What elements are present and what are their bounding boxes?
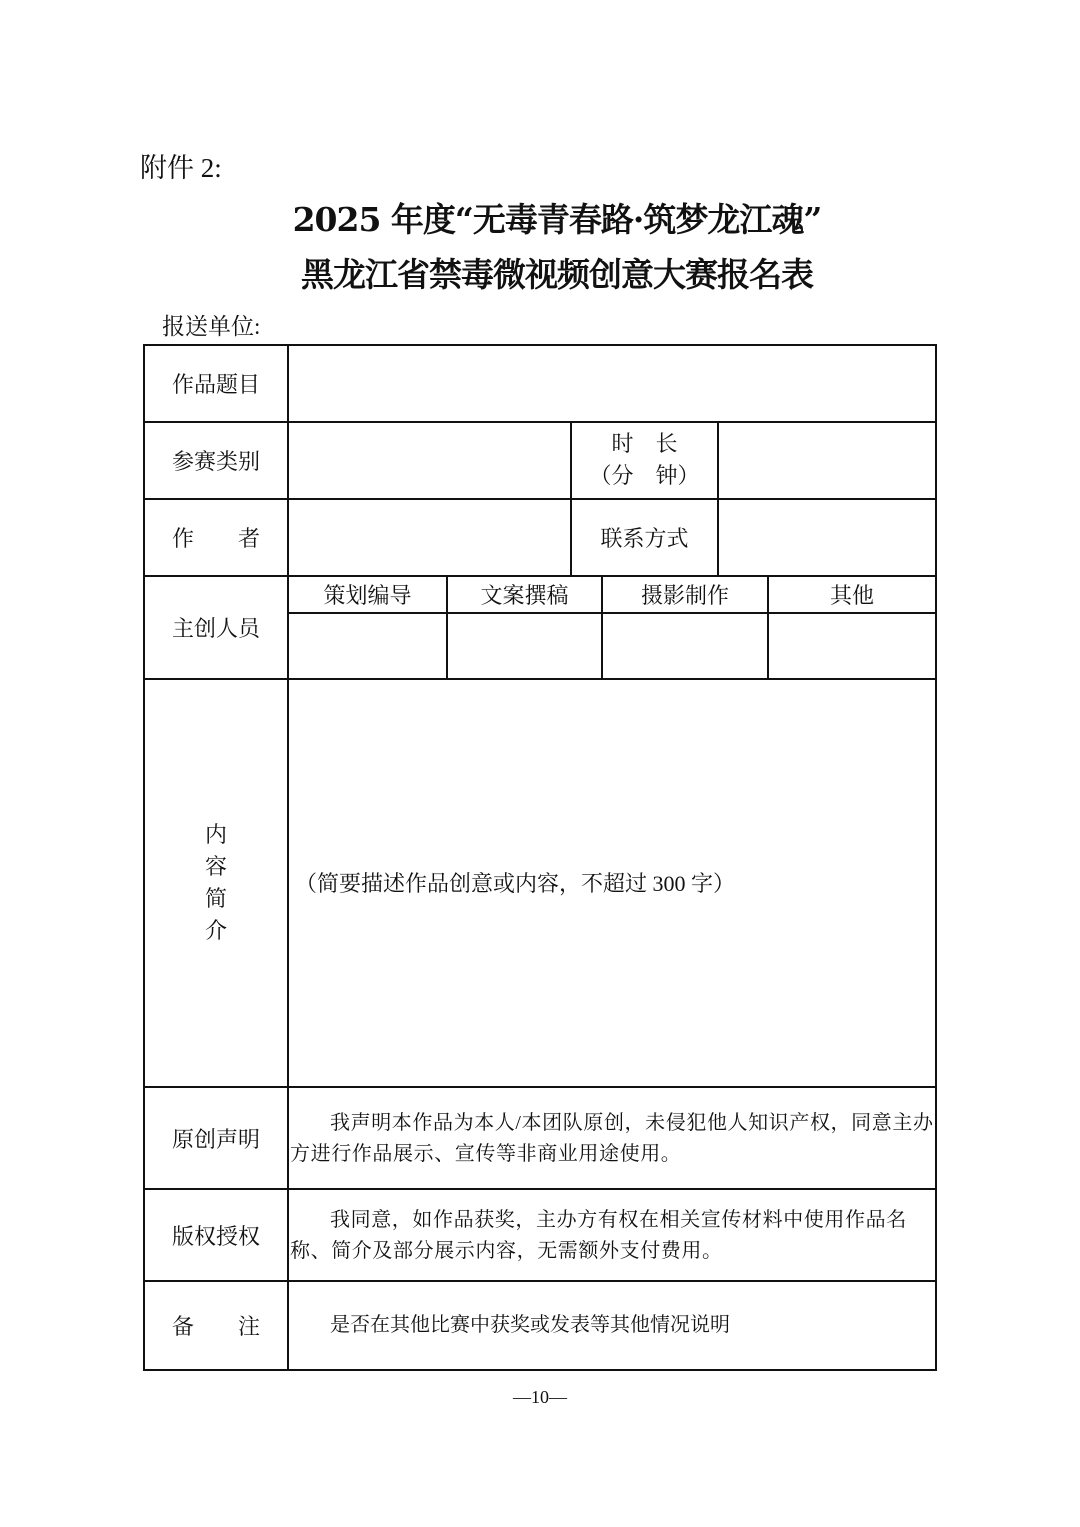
creator-filming-field[interactable] [603, 614, 767, 678]
page-title-line2: 黑龙江省禁毒微视频创意大赛报名表 [301, 255, 813, 294]
creator-other-field[interactable] [769, 614, 935, 678]
duration-label-line1: 时 长 [611, 431, 678, 457]
originality-statement: 我声明本作品为本人/本团队原创，未侵犯他人知识产权，同意主办方进行作品展示、宣传等非商业用途使用。 [290, 1112, 934, 1165]
contact-field[interactable] [719, 500, 935, 575]
creator-directing-field[interactable] [289, 614, 446, 678]
creator-role-filming: 摄影制作 [640, 584, 729, 609]
creator-role-other: 其他 [829, 584, 874, 609]
copyright-statement: 我同意，如作品获奖，主办方有权在相关宣传材料中使用作品名称、简介及部分展示内容，无需额外支付费用。 [290, 1209, 907, 1262]
remarks-label: 备 注 [171, 1315, 260, 1340]
attachment-label: 附件 2: [140, 153, 222, 183]
creator-copywriting-field[interactable] [448, 614, 601, 678]
originality-label: 原创声明 [171, 1127, 260, 1153]
copyright-label: 版权授权 [171, 1224, 260, 1250]
page-title-line1: 2025 年度“无毒青春路·筑梦龙江魂” [292, 200, 822, 239]
category-field[interactable] [289, 423, 570, 498]
work-title-label: 作品题目 [171, 373, 260, 398]
remarks-field[interactable] [289, 1282, 935, 1369]
page-number: —10— [513, 1387, 567, 1407]
work-title-field[interactable] [289, 346, 935, 421]
duration-field[interactable] [719, 423, 935, 498]
submitting-unit-label: 报送单位: [162, 314, 261, 339]
summary-label [145, 820, 287, 948]
summary-label-char: 内 [204, 823, 227, 848]
contact-label: 联系方式 [600, 527, 689, 552]
creators-label: 主创人员 [171, 617, 260, 642]
summary-hint: （简要描述作品创意或内容，不超过 300 字） [295, 871, 736, 896]
summary-label-char: 容 [204, 855, 227, 880]
author-field[interactable] [289, 500, 570, 575]
author-label: 作 者 [171, 527, 260, 552]
creator-role-directing: 策划编导 [323, 584, 412, 609]
remarks-hint: 是否在其他比赛中获奖或发表等其他情况说明 [330, 1314, 730, 1336]
duration-label-line2: （分 钟） [589, 463, 700, 489]
creator-role-copywriting: 文案撰稿 [480, 584, 569, 609]
summary-label-char: 简 [204, 887, 227, 912]
category-label: 参赛类别 [171, 450, 260, 475]
summary-label-char: 介 [204, 919, 227, 944]
duration-label [572, 423, 717, 498]
summary-field[interactable] [289, 680, 935, 1086]
